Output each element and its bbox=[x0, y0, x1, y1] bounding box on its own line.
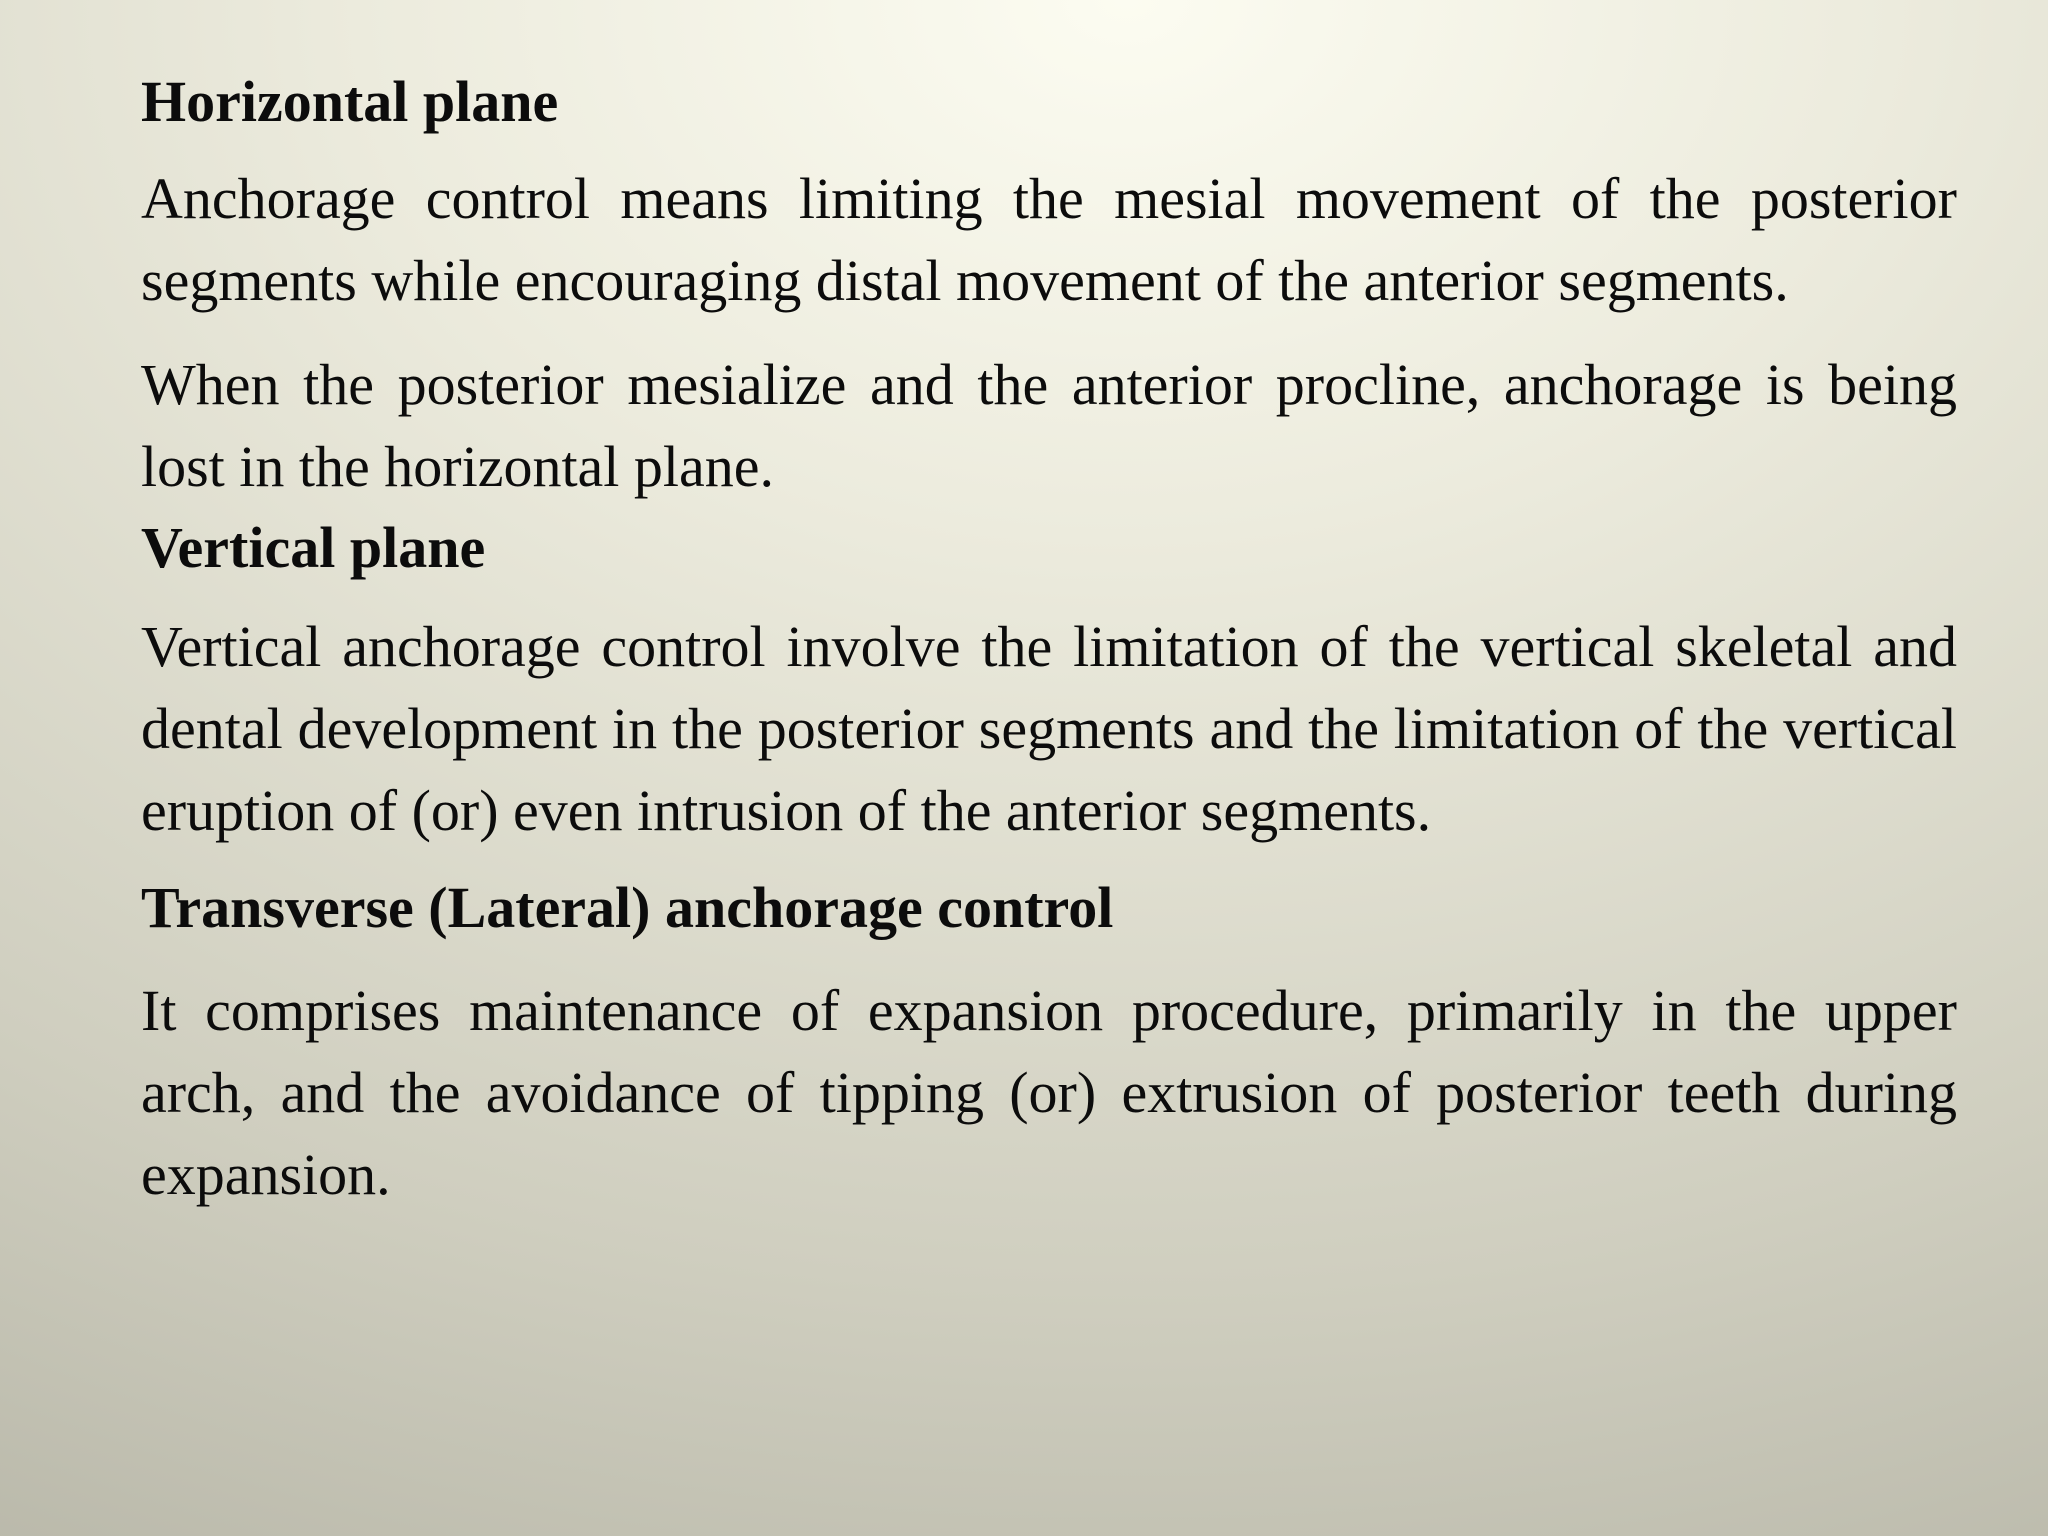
heading-horizontal-plane: Horizontal plane bbox=[141, 69, 559, 134]
paragraph-vertical-anchorage-control: Vertical anchorage control involve the limitation of the vertical skeletal and dental development in the posterior segments and the limitation of the vertical eruption of (or) even intrusion of the anterior segments. bbox=[141, 614, 1957, 843]
heading-vertical-plane: Vertical plane bbox=[141, 515, 486, 580]
paragraph-horizontal-anchorage-control: Anchorage control means limiting the mesial movement of the posterior segments while encouraging distal movement of the anterior segments. bbox=[141, 166, 1957, 313]
slide-content bbox=[141, 62, 1957, 1216]
paragraph-transverse-anchorage-control: It comprises maintenance of expansion procedure, primarily in the upper arch, and the avoidance of tipping (or) extrusion of posterior teeth during expansion. bbox=[141, 978, 1957, 1207]
paragraph-horizontal-anchorage-loss: When the posterior mesialize and the anterior procline, anchorage is being lost in the horizontal plane. bbox=[141, 352, 1957, 499]
heading-transverse-anchorage-control: Transverse (Lateral) anchorage control bbox=[141, 875, 1114, 940]
